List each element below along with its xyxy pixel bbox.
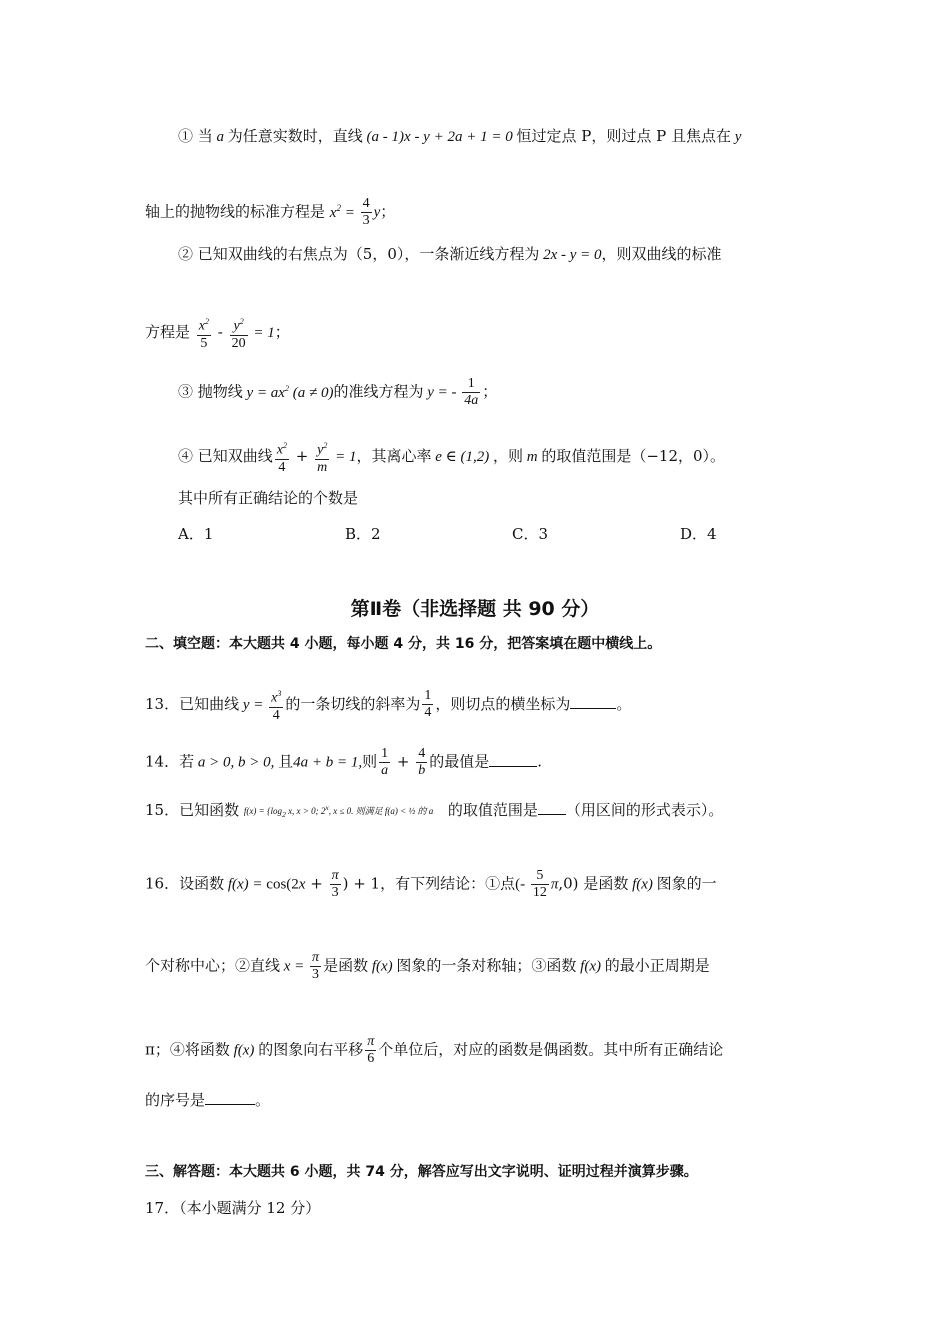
option-b[interactable]: B．2 xyxy=(345,525,381,543)
math-line-eq: (a - 1)x - y + 2a + 1 = 0 xyxy=(362,129,517,145)
answer-blank-16[interactable] xyxy=(205,1090,255,1105)
fraction-x3-4: $\frac{x^3}{4}$ xyxy=(269,686,283,724)
fraction-1-4: $\frac{1}{4}$ xyxy=(424,688,432,721)
question-15: 15．已知函数 $f(x) = \{\log_2$ x, x > 0; 2$^x$, x ≤ 0. 则满足 f(a) < ½ 的 a 的取值范围是 （用区间的形式表示）。 xyxy=(145,801,724,819)
statement-4: ④ 已知双曲线 $\frac{x^2}{4}$ + $\frac{y^2}{m}$ = 1，其离心率 e ∈ (1,2) ，则 m 的取值范围是（−12，0）。 xyxy=(178,438,725,476)
question-17: 17．（本小题满分 12 分） xyxy=(145,1199,321,1217)
statement-2-line1: ② 已知双曲线的右焦点为（5，0），一条渐近线方程为 2x - y = 0，则双曲线的标准 xyxy=(178,245,722,263)
answer-blank-14[interactable] xyxy=(489,752,537,767)
fill-in-section-header: 二、填空题：本大题共 4 小题，每小题 4 分，共 16 分，把答案填在题中横线上。 xyxy=(145,636,662,652)
answer-section-header: 三、解答题：本大题共 6 小题，共 74 分，解答应写出文字说明、证明过程并演算步骤。 xyxy=(145,1164,698,1180)
fraction-4-3: $\frac{4}{3}$ xyxy=(362,196,370,228)
fraction-1-4a: $\frac{1}{4a}$ xyxy=(464,376,479,408)
question-14: 14．若 a > 0, b > 0, 且4a + b = 1,则 $\frac{1}{a}$ + $\frac{4}{b}$ 的最值是 . xyxy=(145,746,543,778)
fraction-y2-20: $\frac{y^2}{20}$ xyxy=(230,314,248,352)
math-a: a xyxy=(212,129,228,145)
part2-title: 第Ⅱ卷（非选择题 共 90 分） xyxy=(350,598,600,620)
fraction-1-a: $\frac{1}{a}$ xyxy=(381,746,389,778)
statement-2-line2: 方程是 $\frac{x^2}{5}$ - $\frac{y^2}{20}$ = 1； xyxy=(145,314,290,352)
statement-1-line1: ① 当 a 为任意实数时，直线 (a - 1)x - y + 2a + 1 = 0 恒过定点 P，则过点 P 且焦点在 y xyxy=(178,127,742,145)
option-c[interactable]: C．3 xyxy=(512,525,549,543)
math-parabola: $y = ax^2$ (a ≠ 0) xyxy=(242,383,334,401)
question-16-line3: π；④将函数 f(x) 的图象向右平移 $\frac{\pi}{6}$ 个单位后，对应的函数是偶函数。其中所有正确结论 xyxy=(145,1034,724,1066)
question-13: 13．已知曲线 y = $\frac{x^3}{4}$ 的一条切线的斜率为 $\frac{1}{4}$ ，则切点的横坐标为 。 xyxy=(145,686,631,724)
fraction-4-b: $\frac{4}{b}$ xyxy=(418,746,426,778)
fraction-x2-4: $\frac{x^2}{4}$ xyxy=(275,438,289,476)
math-y: y xyxy=(730,129,742,145)
fraction-x2-5: $\frac{x^2}{5}$ xyxy=(197,314,211,352)
question-16-line2: 个对称中心；②直线 x = $\frac{\pi}{3}$ 是函数 f(x) 图象的一条对称轴；③函数 f(x) 的最小正周期是 xyxy=(145,950,710,982)
question-16-line1: 16．设函数 f(x) = cos(2x + $\frac{\pi}{3}$ ) + 1，有下列结论：①点(- $\frac{5}{12}$ π,0) 是函数 f(x) 图象的一 xyxy=(145,868,717,900)
option-a[interactable]: A．1 xyxy=(178,525,214,543)
statement-3: ③ 抛物线 $y = ax^2$ (a ≠ 0)的准线方程为 y = - $\frac{1}{4a}$ ； xyxy=(178,376,498,408)
math-parabola-answer: $x^2$ = xyxy=(329,202,359,221)
fraction-pi-3-b: $\frac{\pi}{3}$ xyxy=(312,950,320,982)
option-d[interactable]: D．4 xyxy=(680,525,717,543)
fraction-pi-3: $\frac{\pi}{3}$ xyxy=(331,868,339,900)
fraction-5-12: $\frac{5}{12}$ xyxy=(532,868,547,900)
fraction-y2-m: $\frac{y^2}{m}$ xyxy=(315,438,329,476)
answer-blank-15[interactable] xyxy=(538,800,566,815)
fraction-pi-6: $\frac{\pi}{6}$ xyxy=(367,1034,375,1066)
math-eccentricity: e ∈ (1,2) xyxy=(431,448,493,465)
question-text: 其中所有正确结论的个数是 xyxy=(178,489,359,507)
math-asymptote: 2x - y = 0 xyxy=(539,247,602,263)
statement-1-line2: 轴上的抛物线的标准方程是 $x^2$ = $\frac{4}{3}$ y； xyxy=(145,196,396,228)
answer-blank-13[interactable] xyxy=(570,694,616,709)
question-16-line4: 的序号是 。 xyxy=(145,1091,271,1109)
piecewise-function-image: $f(x) = \{\log_2$ x, x > 0; 2$^x$, x ≤ 0. 则满足 f(a) < ½ 的 a xyxy=(243,803,434,819)
